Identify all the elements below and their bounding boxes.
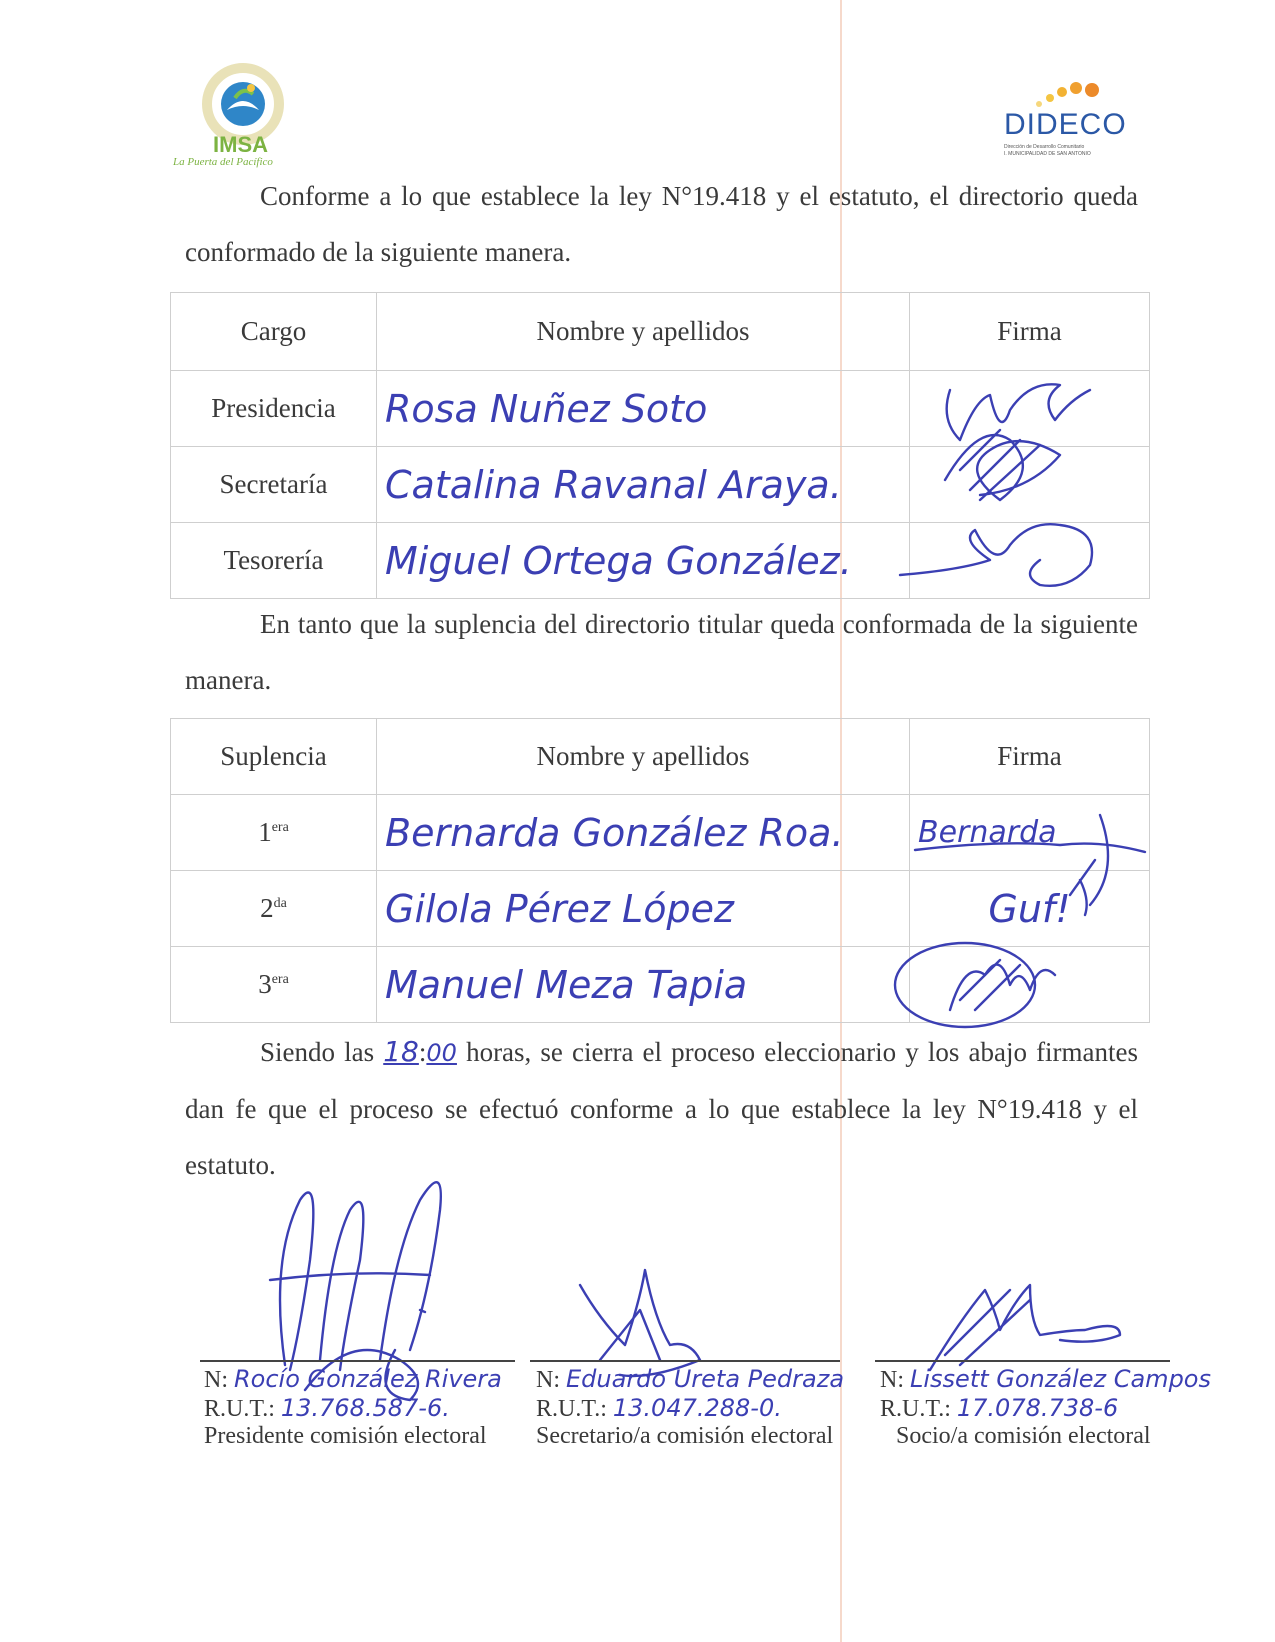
signatory-socio: N: Lissett González Campos R.U.T.: 17.078.738-6 Socio/a comisión electoral [880,1365,1211,1449]
signatory-presidente-name: Rocío González Rivera [234,1365,502,1393]
nombre-suplente-2: Gilola Pérez López [385,886,734,931]
cargo-secretaria: Secretaría [171,447,377,523]
dideco-dots-icon [1004,76,1144,112]
cierre-paragraph: Siendo las 18:00 horas, se cierra el proceso eleccionario y los abajo firmantes dan fe que el proceso se efectuó conforme a lo que establece la ley N°19.418 y el estatuto. [185,1035,1139,1180]
signature-socio-comision [930,1285,1120,1370]
signature-presidente-comision [270,1182,441,1370]
dideco-line2: I. MUNICIPALIDAD DE SAN ANTONIO [1004,151,1091,157]
dideco-name: DIDECO [1004,108,1127,141]
suplencia-table [170,718,1150,1023]
dideco-line1: Dirección de Desarrollo Comunitario [1004,144,1085,150]
cargo-tesoreria: Tesorería [171,523,377,599]
signatory-socio-role: Socio/a comisión electoral [896,1423,1151,1449]
suplencia-paragraph: En tanto que la suplencia del directorio titular queda conformada de la siguiente manera. [185,609,1138,695]
firma-presidencia [910,371,1150,447]
header-cargo: Cargo [171,293,377,371]
suplencia-1: $1^{era}$ [171,795,377,871]
imsa-tagline: La Puerta del Pacífico [173,156,273,168]
firma-secretaria [910,447,1150,523]
header-suplencia: Suplencia [171,719,377,795]
signatory-socio-rut: 17.078.738-6 [956,1394,1119,1422]
signatory-secretario-role: Secretario/a comisión electoral [536,1423,834,1449]
table-row [171,947,1150,1023]
intro-paragraph: Conforme a lo que establece la ley N°19.418 y el estatuto, el directorio queda conformado de la siguiente manera. [185,181,1138,267]
nombre-suplente-3: Manuel Meza Tapia [385,962,748,1007]
signatory-presidente-role: Presidente comisión electoral [204,1423,487,1449]
nombre-suplente-1: Bernarda González Roa. [385,810,844,855]
header-nombre-suplencia: Nombre y apellidos [377,719,910,795]
nombre-secretaria: Catalina Ravanal Araya. [385,462,842,507]
directorio-table [170,292,1150,599]
cargo-presidencia: Presidencia [171,371,377,447]
signature-line-presidente [200,1360,515,1362]
signatory-secretario: N: Eduardo Ureta Pedraza R.U.T.: 13.047.288-0. Secretario/a comisión electoral [536,1365,845,1449]
signatory-secretario-name: Eduardo Ureta Pedraza [566,1365,845,1393]
minutos-cierre: 00 [426,1039,457,1067]
firma-suplente-2: Guf! [988,886,1071,931]
imsa-name: IMSA [213,132,268,157]
imsa-logo [173,62,303,172]
firma-suplente-3 [910,947,1150,1023]
table-row [171,795,1150,871]
firma-tesoreria [910,523,1150,599]
signatory-presidente: N: Rocío González Rivera R.U.T.: 13.768.587-6. Presidente comisión electoral [204,1365,502,1449]
suplencia-3: $3^{era}$ [171,947,377,1023]
table-row [171,447,1150,523]
table-row [171,523,1150,599]
header-nombre: Nombre y apellidos [377,293,910,371]
signatory-socio-name: Lissett González Campos [910,1365,1211,1393]
signature-line-socio [875,1360,1170,1362]
signature-line-secretario [530,1360,840,1362]
nombre-presidencia: Rosa Nuñez Soto [385,386,708,431]
table-row [171,871,1150,947]
signatory-secretario-rut: 13.047.288-0. [612,1394,782,1422]
firma-suplente-1: Bernarda [918,815,1057,850]
header-firma-suplencia: Firma [910,719,1150,795]
dideco-logo [1004,76,1144,156]
hora-cierre: 18 [383,1035,419,1068]
suplencia-2: $2^{da}$ [171,871,377,947]
nombre-tesoreria: Miguel Ortega González. [385,538,852,583]
header-firma: Firma [910,293,1150,371]
table-row [171,371,1150,447]
signatory-presidente-rut: 13.768.587-6. [280,1394,450,1422]
